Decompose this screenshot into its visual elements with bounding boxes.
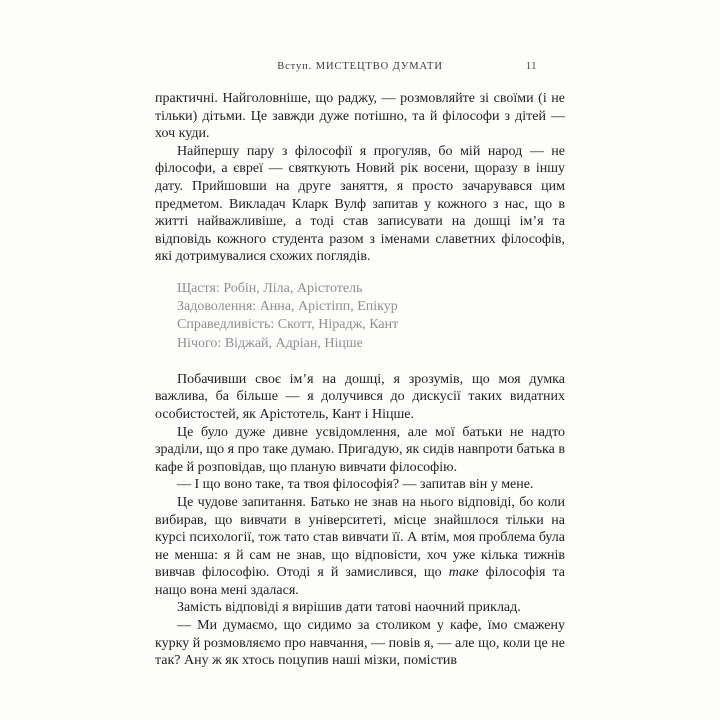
paragraph-text: Це чудове запитання. Батько не знав на нього відповіді, бо коли вибирав, що вивчати в університеті, місце знайшлося тільки на курсі психології, тож тато став вивчати її. А втім, моя проблема була не менша: я й сам не знав, що відповісти, хоч уже кілька тижнів вивчав філософію. Отоді я й замислився, що bbox=[155, 494, 565, 581]
emphasized-text: таке bbox=[448, 565, 479, 581]
paragraph-text: філософія та нащо вона мені здалася. bbox=[155, 565, 565, 598]
paragraph-text: Побачивши своє ім’я на дошці, я зрозумів, що моя думка важлива, ба більше — я долучився до дискусії таких видатних особистостей, як Арістотель, Кант і Ніцше. bbox=[155, 371, 565, 422]
dialogue-paragraph bbox=[155, 617, 565, 670]
paragraph-text: — Ми думаємо, що сидимо за столиком у кафе, їмо смажену курку й розмовляємо про навчання, — повів я, — але що, коли це не так? Ану ж як хтось поцупив наші мізки, помістив bbox=[155, 618, 565, 669]
body-paragraph bbox=[155, 143, 565, 266]
body-paragraph bbox=[155, 371, 565, 424]
quote-line: Щастя: Робін, Ліла, Арістотель bbox=[177, 280, 363, 296]
paragraph-text: Найпершу пару з філософії я прогуляв, бо мій народ — не філософи, а євреї — святкують Новий рік восени, щоразу в іншу дату. Прийшовши на друге заняття, я просто зачарувався цим предметом. Викладач Кларк Вулф запитав у кожного з нас, що в житті найважливіше, а тоді став записувати на дошці ім’я та відповідь кожного студента разом з іменами славетних філософів, які дотримувалися схожих поглядів. bbox=[155, 143, 565, 265]
quote-line: Справедливість: Скотт, Нірадж, Кант bbox=[177, 317, 399, 333]
body-paragraph bbox=[155, 599, 565, 617]
body-paragraph bbox=[155, 494, 565, 600]
text-column bbox=[155, 90, 565, 670]
paragraph-text: — І що воно таке, та твоя філософія? — запитав він у мене. bbox=[177, 477, 534, 493]
body-paragraph bbox=[155, 424, 565, 477]
paragraph-text: Це було дуже дивне усвідомлення, але мої батьки не надто зраділи, що я про таке думаю. Пригадую, як сидів навпроти батька в кафе й розповідав, що планую вивчати філософію. bbox=[155, 424, 565, 475]
running-title: Вступ. МИСТЕЦТВО ДУМАТИ bbox=[277, 61, 443, 72]
quote-block bbox=[155, 280, 565, 353]
dialogue-paragraph bbox=[155, 476, 565, 494]
body-paragraph bbox=[155, 90, 565, 143]
quote-line: Нічого: Віджай, Адріан, Ніцше bbox=[177, 335, 363, 351]
quote-line: Задоволення: Анна, Арістіпп, Епікур bbox=[177, 299, 398, 315]
paragraph-text: практичні. Найголовніше, що раджу, — розмовляйте зі своїми (і не тільки) дітьми. Це завжди дуже потішно, та й філософи з дітей — хоч куди. bbox=[155, 91, 565, 142]
paragraph-text: Замість відповіді я вирішив дати татові наочний приклад. bbox=[177, 600, 521, 616]
page-number: 11 bbox=[525, 61, 537, 72]
running-header bbox=[155, 61, 565, 77]
